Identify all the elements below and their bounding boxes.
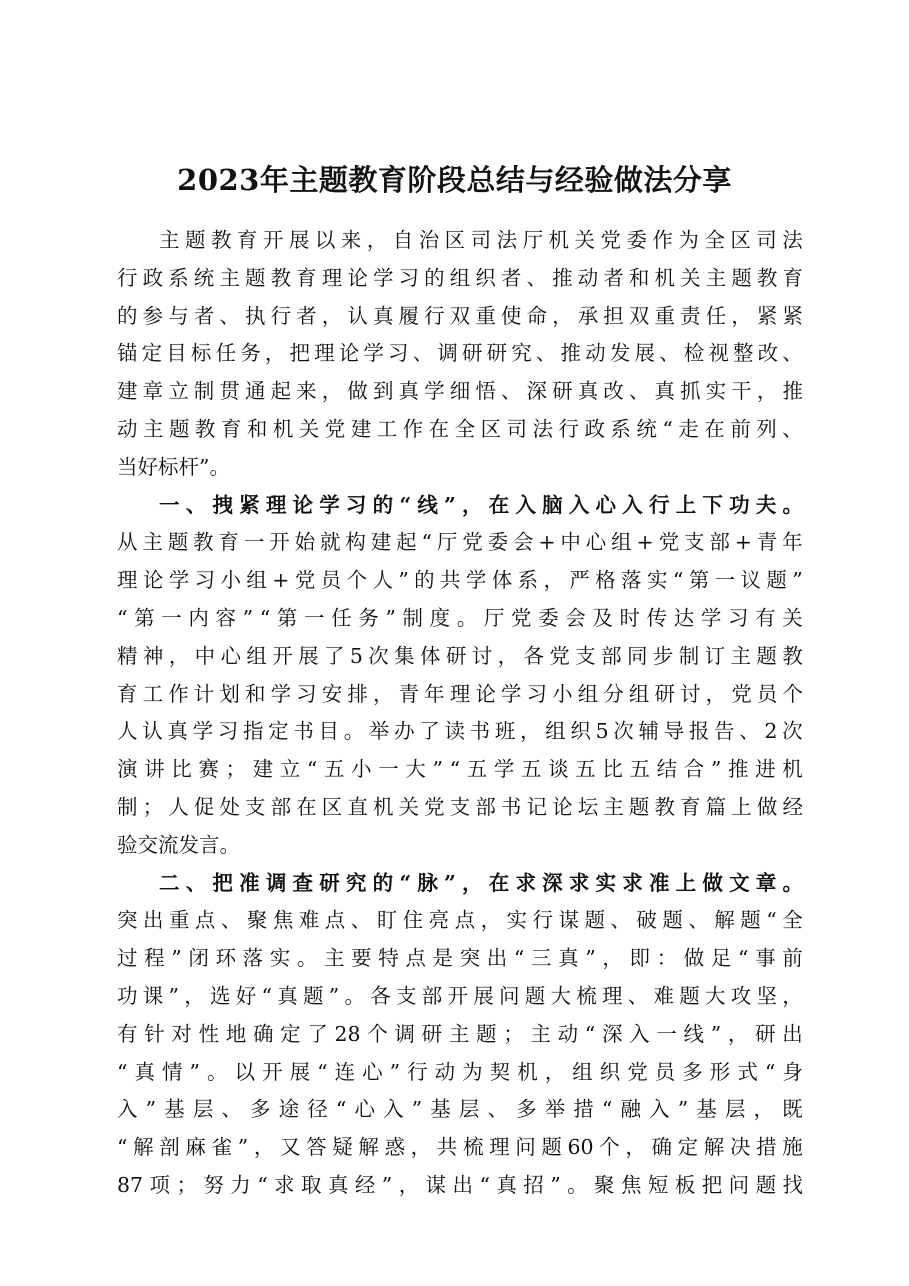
paragraph-line: 理 论 学 习 小 组 + 党 员 个 人 ” 的 共 学 体 系 ， 严 格 落 实 “ 第 一 议 题 ” — [117, 568, 803, 593]
paragraph-line: “ 第 一 内 容 ” “ 第 一 任 务 ” 制 度 。 厅 党 委 会 及 时 传 达 学 习 有 关 — [117, 605, 803, 630]
paragraph-line: 突 出 重 点 、 聚 焦 难 点 、 盯 住 亮 点 ， 实 行 谋 题 、 破 题 、 解 题 “ 全 — [117, 908, 803, 933]
section-heading-line: 二 、 把 准 调 查 研 究 的 “ 脉 ” ， 在 求 深 求 实 求 准 上 做 文 章 。 — [159, 870, 803, 895]
paragraph-line: 制 ； 人 促 处 支 部 在 区 直 机 关 党 支 部 书 记 论 坛 主 题 教 育 篇 上 做 经 — [117, 794, 803, 819]
paragraph-line: 演 讲 比 赛 ； 建 立 “ 五 小 一 大 ” “ 五 学 五 谈 五 比 五 结 合 ” 推 进 机 — [117, 757, 803, 782]
paragraph-line: 有 针 对 性 地 确 定 了 28 个 调 研 主 题 ； 主 动 “ 深 入 一 线 ” ， 研 出 — [117, 1021, 803, 1046]
paragraph-line: 精 神 ， 中 心 组 开 展 了 5 次 集 体 研 讨 ， 各 党 支 部 同 步 制 订 主 题 教 — [117, 643, 803, 668]
paragraph-line: 87 项 ； 努 力 “ 求 取 真 经 ” ， 谋 出 “ 真 招 ” 。 聚 焦 短 板 把 问 题 找 — [117, 1172, 803, 1197]
paragraph-line: 的 参 与 者 、 执 行 者 ， 认 真 履 行 双 重 使 命 ， 承 担 双 重 责 任 ， 紧 紧 — [117, 303, 803, 328]
document-body — [117, 222, 803, 1205]
paragraph-line: 过 程 ” 闭 环 落 实 。 主 要 特 点 是 突 出 “ 三 真 ” ， 即 ： 做 足 “ 事 前 — [117, 946, 803, 971]
paragraph-line: 主 题 教 育 开 展 以 来 ， 自 治 区 司 法 厅 机 关 党 委 作 为 全 区 司 法 — [159, 228, 803, 252]
paragraph-line: 动 主 题 教 育 和 机 关 党 建 工 作 在 全 区 司 法 行 政 系 统 “ 走 在 前 列 、 — [117, 416, 803, 441]
paragraph-line: 锚 定 目 标 任 务 ， 把 理 论 学 习 、 调 研 研 究 、 推 动 发 展 、 检 视 整 改 、 — [117, 341, 803, 366]
paragraph-line: 建 章 立 制 贯 通 起 来 ， 做 到 真 学 细 悟 、 深 研 真 改 、 真 抓 实 干 ， 推 — [117, 379, 803, 404]
section-heading-line: 一 、 拽 紧 理 论 学 习 的 “ 线 ” ， 在 入 脑 入 心 入 行 上 下 功 夫 。 — [159, 492, 803, 517]
paragraph-line: 功 课 ” ， 选 好 “ 真 题 ” 。 各 支 部 开 展 问 题 大 梳 理 、 难 题 大 攻 坚 ， — [117, 983, 803, 1008]
paragraph-line: 验交流发言。 — [117, 832, 240, 857]
paragraph-line: 当好标杆”。 — [117, 454, 230, 479]
paragraph-line: 入 ” 基 层 、 多 途 径 “ 心 入 ” 基 层 、 多 举 措 “ 融 入 ” 基 层 ， 既 — [117, 1097, 803, 1122]
paragraph-line: 行 政 系 统 主 题 教 育 理 论 学 习 的 组 织 者 、 推 动 者 和 机 关 主 题 教 育 — [117, 265, 803, 290]
paragraph-line: “ 真 情 ” 。 以 开 展 “ 连 心 ” 行 动 为 契 机 ， 组 织 党 员 多 形 式 “ 身 — [117, 1059, 803, 1084]
paragraph-line: “ 解 剖 麻 雀 ” ， 又 答 疑 解 惑 ， 共 梳 理 问 题 60 个 ， 确 定 解 决 措 施 — [117, 1135, 803, 1160]
paragraph-line: 人 认 真 学 习 指 定 书 目 。 举 办 了 读 书 班 ， 组 织 5 次 辅 导 报 告 、 2 次 — [117, 719, 803, 744]
paragraph-line: 从 主 题 教 育 一 开 始 就 构 建 起 “ 厅 党 委 会 + 中 心 组 + 党 支 部 + 青 年 — [117, 530, 803, 555]
document-title: 2023年主题教育阶段总结与经验做法分享 — [177, 163, 732, 197]
paragraph-line: 育 工 作 计 划 和 学 习 安 排 ， 青 年 理 论 学 习 小 组 分 组 研 讨 ， 党 员 个 — [117, 681, 803, 706]
